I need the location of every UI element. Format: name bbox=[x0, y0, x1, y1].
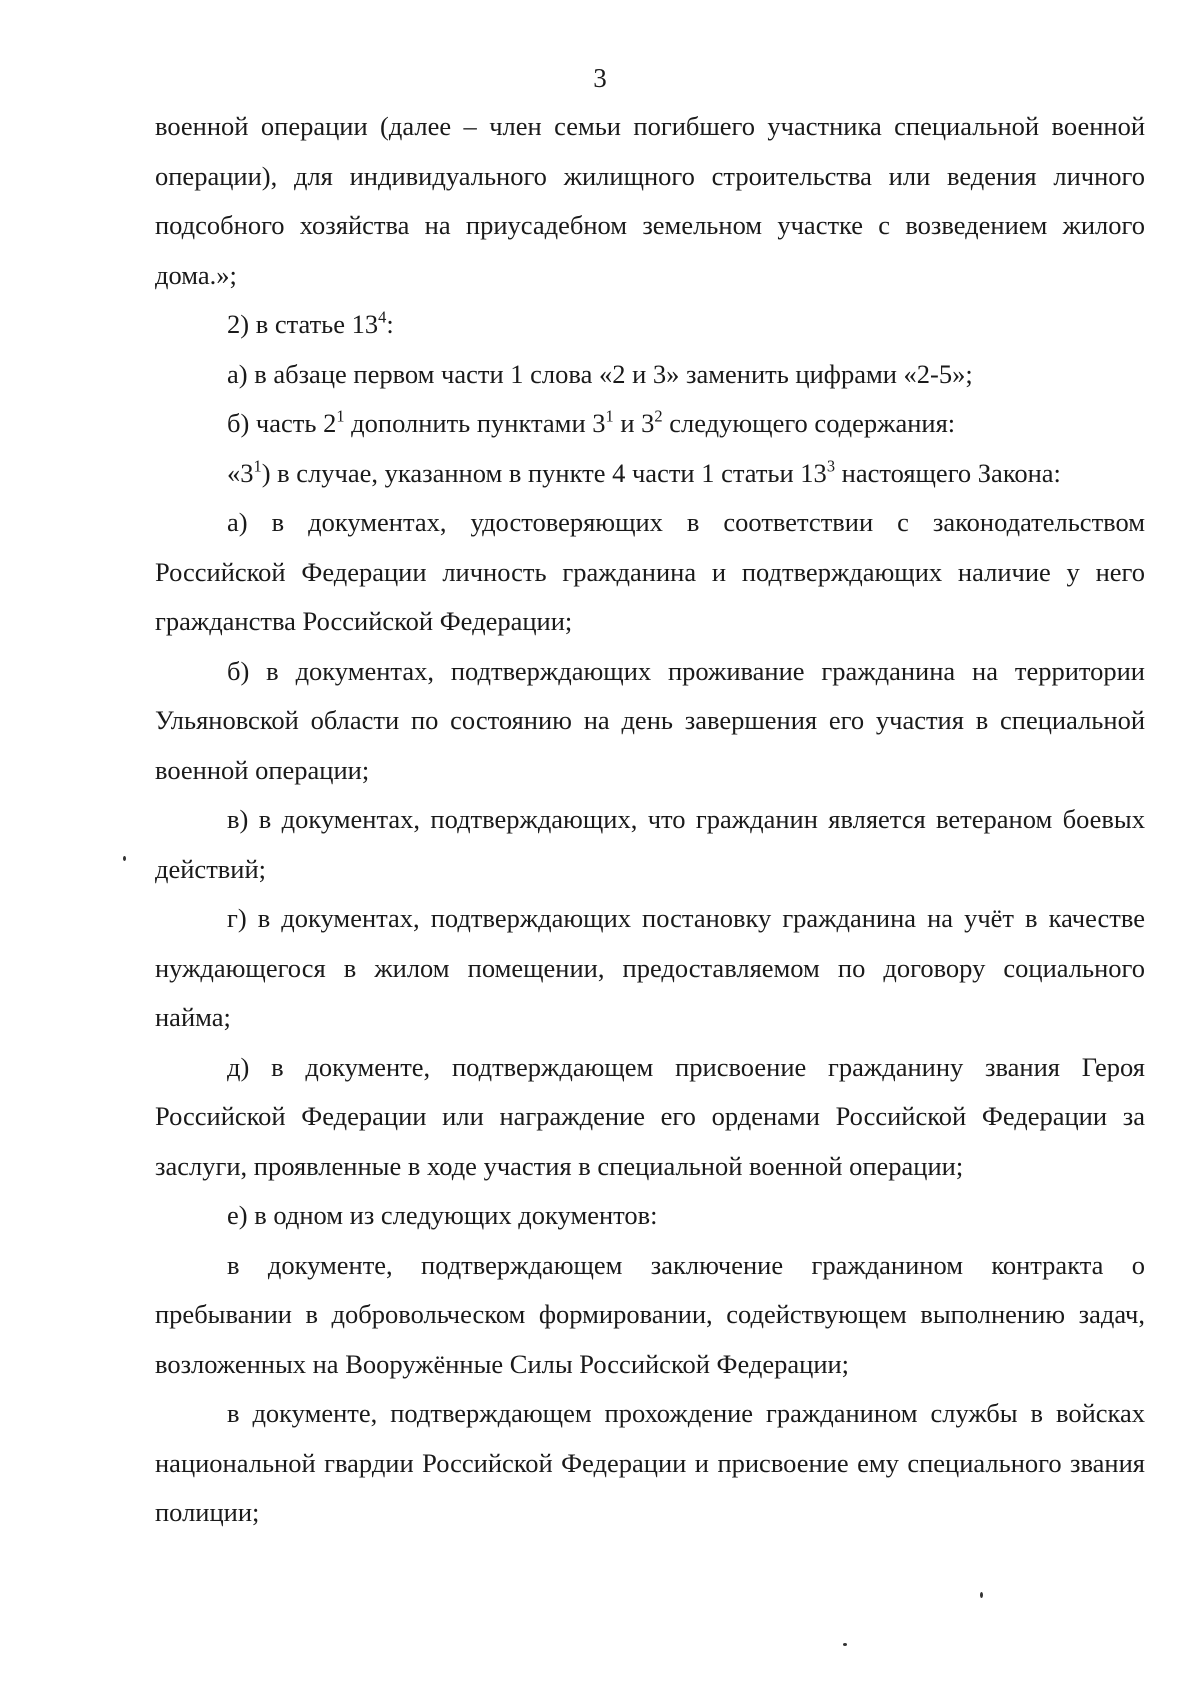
page-number: 3 bbox=[593, 63, 607, 93]
superscript: 3 bbox=[826, 455, 836, 475]
paragraph-item-a: а) в абзаце первом части 1 слова «2 и 3» заменить цифрами «2-5»; bbox=[227, 358, 973, 389]
paragraph-subitem-d: д) в документе, подтверждающем присвоение гражданину звания Героя Российской Федерации или награждение его орденами Российской Федерации за заслуги, проявленные в ходе участия в специальной военной операции; bbox=[155, 1051, 1145, 1181]
superscript: 1 bbox=[253, 455, 262, 475]
paragraph-subitem-v: в) в документах, подтверждающих, что гражданин является ветераном боевых действий; bbox=[155, 804, 1145, 884]
paragraph-subitem-g: г) в документах, подтверждающих постановку гражданина на учёт в качестве нуждающегося в жилом помещении, предоставляемом по договору социального найма; bbox=[155, 903, 1145, 1032]
scan-speck bbox=[123, 856, 126, 861]
paragraph-item-2: 2) в статье $13^4$: bbox=[227, 307, 394, 339]
paragraph-document-contract: в документе, подтверждающем заключение гражданином контракта о пребывании в добровольческом формировании, содействующем выполнению задач, возложенных на Вооружённые Силы Российской Федерации; bbox=[155, 1249, 1145, 1379]
paragraph-document-service: в документе, подтверждающем прохождение гражданином службы в войсках национальной гвардии Российской Федерации и присвоение ему специального звания полиции; bbox=[155, 1398, 1145, 1527]
paragraph-continuation: военной операции (далее – член семьи погибшего участника специальной военной операции), для индивидуального жилищного строительства или ведения личного подсобного хозяйства на приусадебном земельном участке с возведением жилого дома.»; bbox=[155, 111, 1145, 290]
superscript: 1 bbox=[605, 406, 614, 426]
paragraph-subitem-a: а) в документах, удостоверяющих в соответствии с законодательством Российской Федерации личность гражданина и подтверждающих наличие у него гражданства Российской Федерации; bbox=[155, 507, 1145, 636]
superscript: 2 bbox=[654, 406, 663, 426]
document-body bbox=[155, 102, 1145, 1538]
paragraph-subitem-e: е) в одном из следующих документов: bbox=[227, 1200, 658, 1230]
superscript: 4 bbox=[378, 307, 387, 327]
paragraph-item-b: б) часть $2^1$ дополнить пунктами $3^1$ и $3^2$ следующего содержания: bbox=[227, 406, 956, 438]
superscript: 1 bbox=[336, 406, 345, 426]
paragraph-item-3-1: «$3^1$) в случае, указанном в пункте 4 части 1 статьи $13^3$ настоящего Закона: bbox=[227, 455, 1061, 488]
scan-speck bbox=[980, 1592, 983, 1598]
scan-speck bbox=[843, 1643, 847, 1646]
paragraph-subitem-b: б) в документах, подтверждающих проживание гражданина на территории Ульяновской области по состоянию на день завершения его участия в специальной военной операции; bbox=[155, 655, 1145, 785]
